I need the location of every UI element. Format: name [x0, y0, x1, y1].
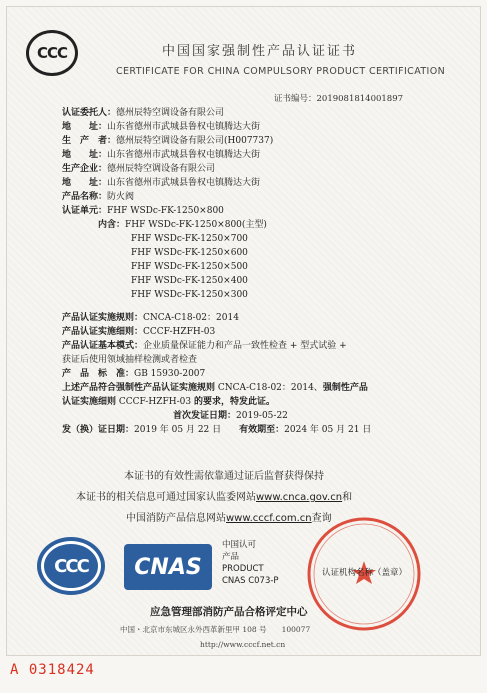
contains-item: FHF WSDc-FK-1250×400: [131, 276, 248, 286]
field-row: 生产企业：德州辰特空调设备有限公司: [62, 164, 216, 174]
compliance-line-2: 认证实施细则 CCCF-HZFH-03 的要求，特发此证。: [62, 397, 275, 407]
issuing-organization: 应急管理部消防产品合格评定中心: [150, 606, 308, 618]
rule-row: 产品认证实施细则：CCCF-HZFH-03: [62, 327, 216, 337]
field-row: 地 址：山东省德州市武城县鲁权屯镇腾达大街: [62, 122, 261, 132]
field-row: 地 址：山东省德州市武城县鲁权屯镇腾达大街: [62, 178, 261, 188]
serial-number: A 0318424: [10, 662, 95, 678]
organization-address: 中国・北京市东城区永外西革新里甲 108 号 100077: [120, 625, 311, 634]
accreditation-no: CNAS C073-P: [222, 576, 279, 586]
title-cn: 中国国家强制性产品认证证书: [162, 44, 358, 59]
rule-row: 产品认证基本模式：企业质量保证能力和产品一致性检查 + 型式试验 +: [62, 341, 347, 351]
ccc-mark-logo: CCC: [37, 537, 105, 595]
notice-line-2: 本证书的相关信息可通过国家认监委网站www.cnca.gov.cn和: [76, 492, 353, 503]
cert-number: 证书编号：2019081814001897: [274, 94, 404, 104]
cnca-link[interactable]: www.cnca.gov.cn: [256, 492, 343, 503]
cccf-link[interactable]: www.cccf.com.cn: [226, 513, 312, 524]
accreditation-cn-2: 产品: [222, 552, 240, 562]
compliance-line-1: 上述产品符合强制性产品认证实施规则 CNCA-C18-02：2014、强制性产品: [62, 383, 368, 393]
field-row: 地 址：山东省德州市武城县鲁权屯镇腾达大街: [62, 150, 261, 160]
notice-line-1: 本证书的有效性需依靠通过证后监督获得保持: [124, 471, 324, 482]
standard-row: 产 品 标 准：GB 15930-2007: [62, 369, 206, 379]
field-row: 产品名称：防火阀: [62, 192, 135, 202]
title-en: CERTIFICATE FOR CHINA COMPULSORY PRODUCT CERTIFICATION: [116, 66, 446, 77]
field-row: 生 产 者：德州辰特空调设备有限公司(H007737): [62, 136, 274, 146]
cnas-logo: CNAS: [124, 544, 212, 590]
field-row: 认证单元：FHF WSDc-FK-1250×800: [62, 206, 224, 216]
contains-item: FHF WSDc-FK-1250×300: [131, 290, 248, 300]
accreditation-cn: 中国认可: [222, 540, 257, 550]
seal-caption: 认证机构名称（盖章）: [322, 568, 408, 578]
contains-item: FHF WSDc-FK-1250×600: [131, 248, 248, 258]
field-row: 认证委托人：德州辰特空调设备有限公司: [62, 108, 225, 118]
ccc-logo: CCC: [26, 30, 78, 76]
mode-continued: 获证后使用领域抽样检测或者检查: [62, 355, 198, 365]
issue-dates: 发（换）证日期：2019 年 05 月 22 日 有效期至：2024 年 05 月 21 日: [62, 425, 372, 435]
contains-row: 内含：FHF WSDc-FK-1250×800(主型): [98, 220, 267, 230]
notice-line-3: 中国消防产品信息网站www.cccf.com.cn查询: [126, 513, 332, 524]
rule-row: 产品认证实施规则：CNCA-C18-02：2014: [62, 313, 239, 323]
organization-url[interactable]: http://www.cccf.net.cn: [200, 640, 286, 649]
first-issue-date: 首次发证日期：2019-05-22: [173, 411, 288, 421]
contains-item: FHF WSDc-FK-1250×700: [131, 234, 248, 244]
accreditation-en: PRODUCT: [222, 564, 264, 574]
contains-item: FHF WSDc-FK-1250×500: [131, 262, 248, 272]
